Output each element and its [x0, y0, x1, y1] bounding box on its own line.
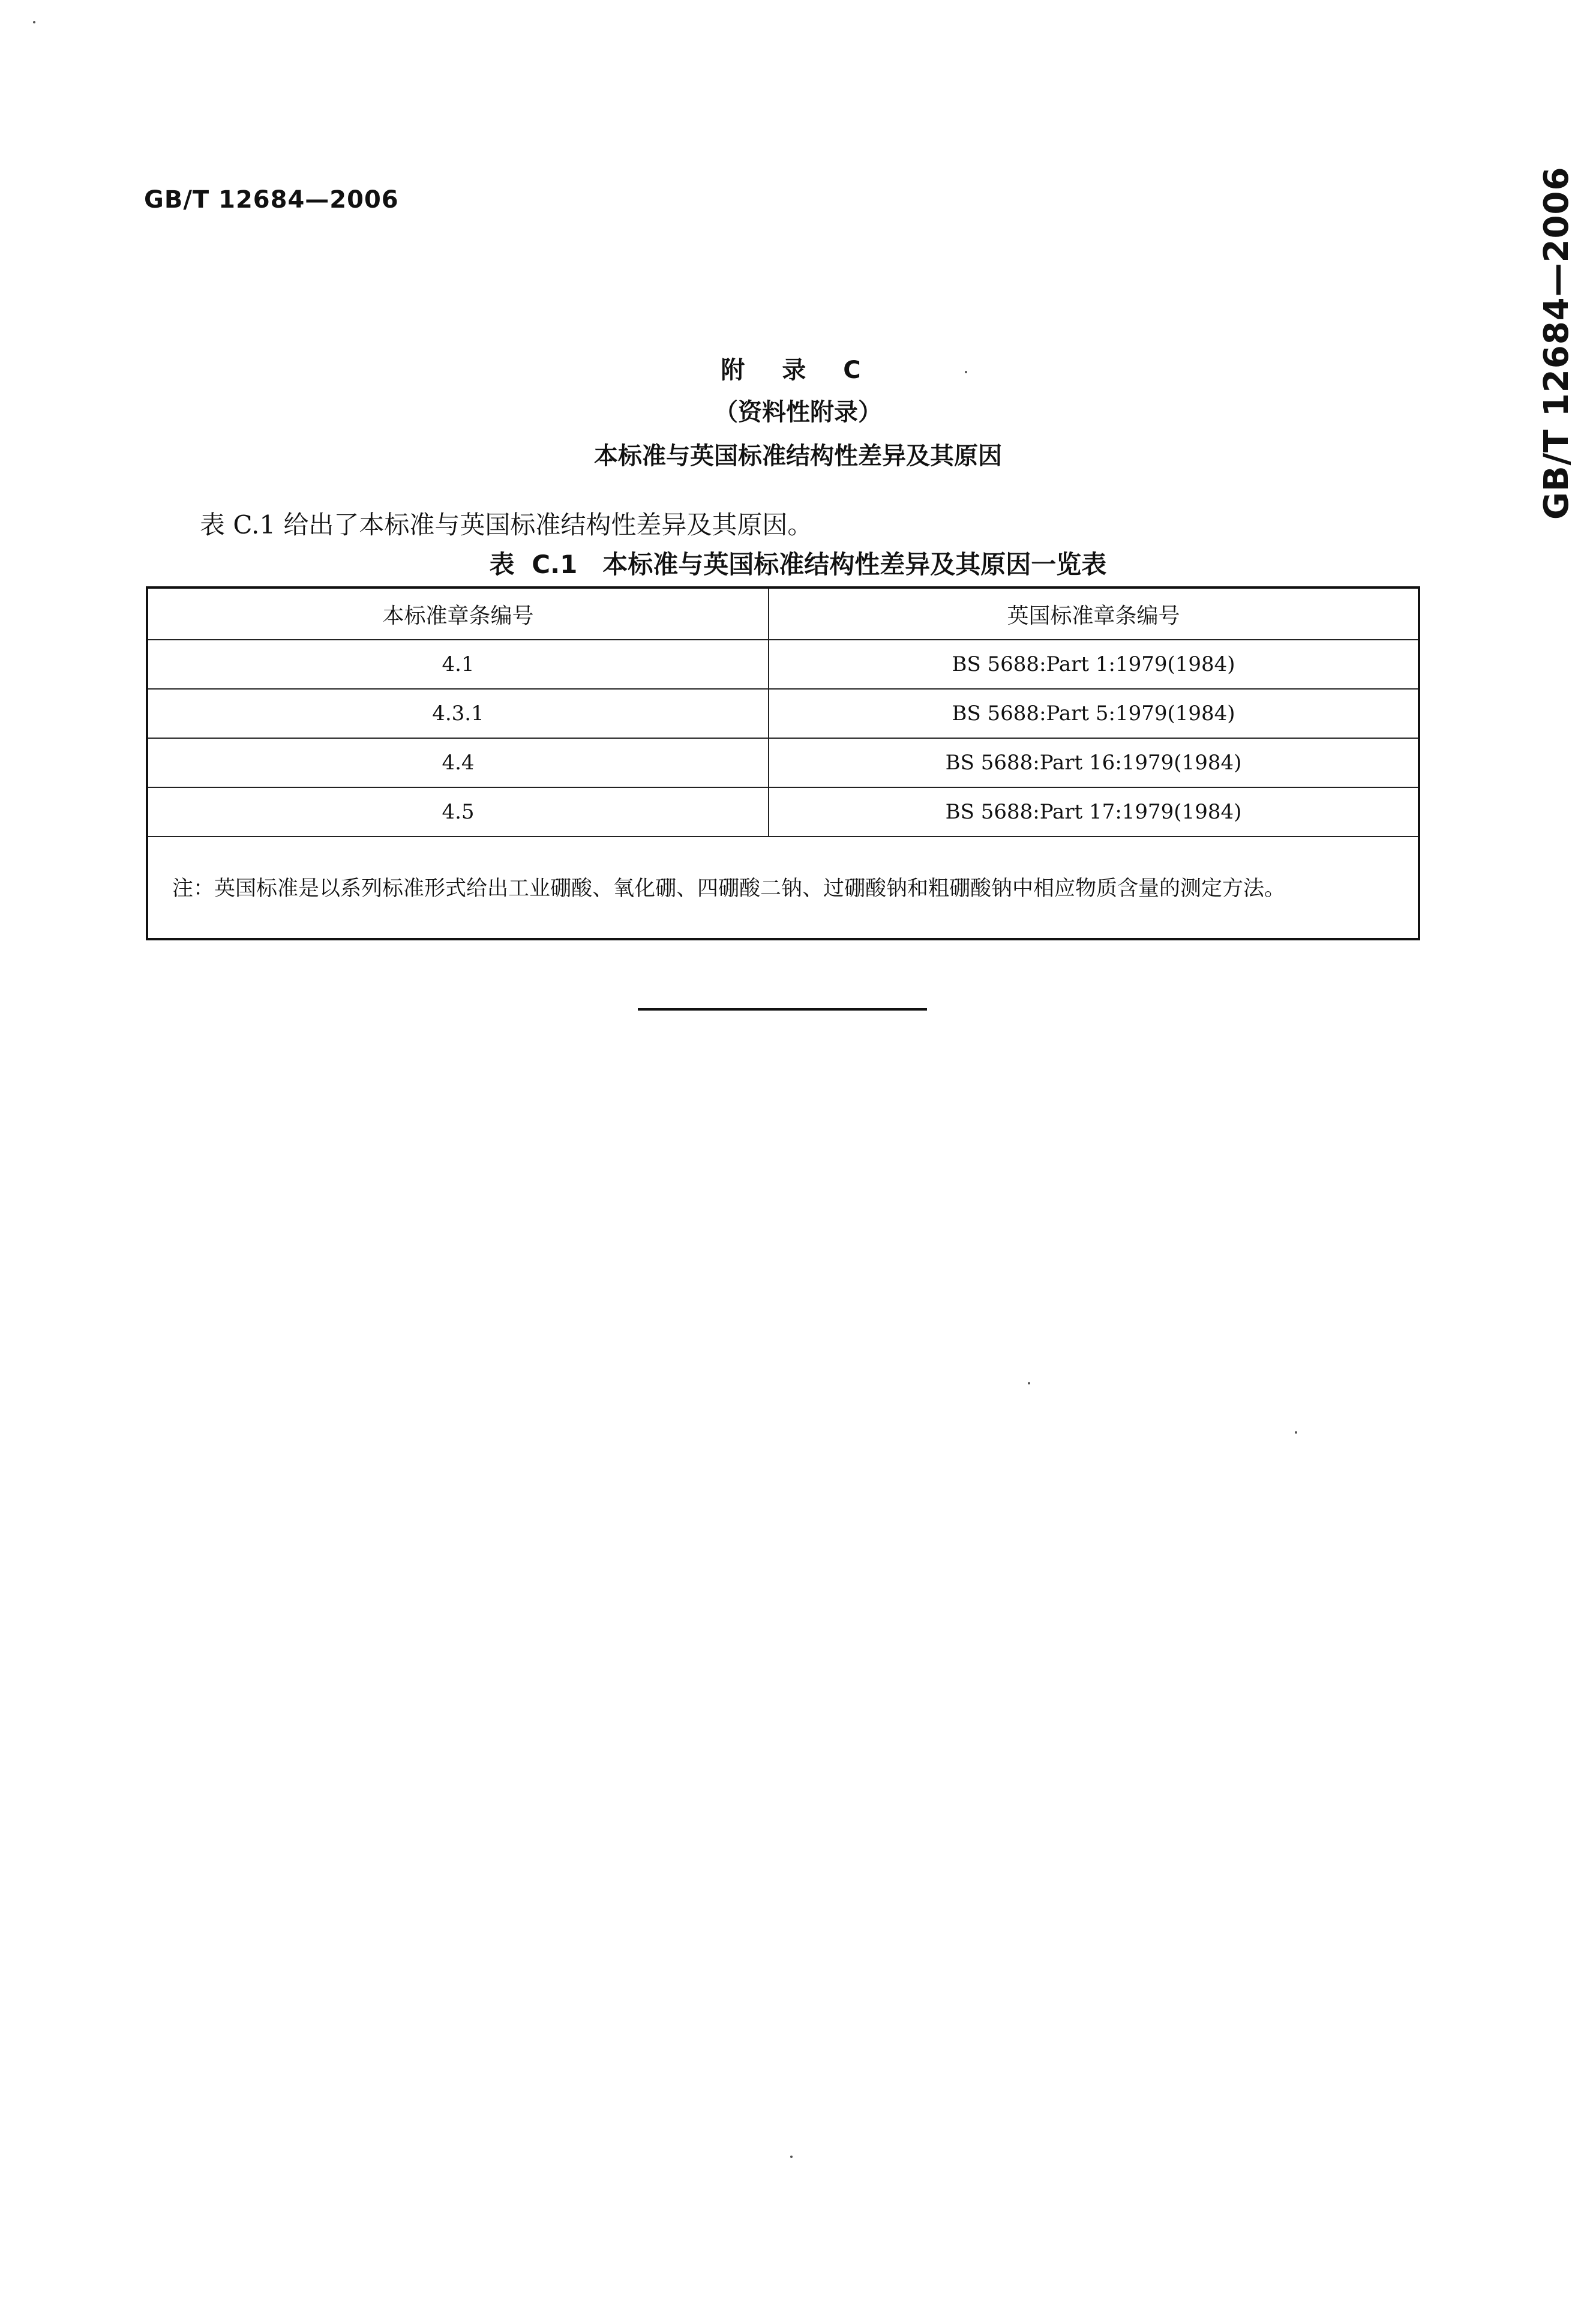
- intro-paragraph: 表 C.1 给出了本标准与英国标准结构性差异及其原因。: [200, 510, 813, 539]
- clause-number: 4.1: [147, 640, 769, 689]
- scan-speck: [1295, 1431, 1297, 1434]
- end-rule: [638, 1008, 927, 1011]
- bs-clause: BS 5688:Part 17:1979(1984): [769, 787, 1419, 837]
- clause-number: 4.4: [147, 738, 769, 787]
- scan-speck: [965, 371, 967, 373]
- bs-clause: BS 5688:Part 1:1979(1984): [769, 640, 1419, 689]
- appendix-title: 本标准与英国标准结构性差异及其原因: [594, 442, 1002, 470]
- bs-clause: BS 5688:Part 16:1979(1984): [769, 738, 1419, 787]
- table-row: [147, 787, 1419, 837]
- clause-number: 4.5: [147, 787, 769, 837]
- comparison-table: [146, 586, 1420, 940]
- header-british-standard: 英国标准章条编号: [769, 588, 1419, 640]
- table-caption: 表 C.1 本标准与英国标准结构性差异及其原因一览表: [489, 550, 1107, 579]
- clause-number: 4.3.1: [147, 689, 769, 738]
- table-row: [147, 738, 1419, 787]
- bs-clause: BS 5688:Part 5:1979(1984): [769, 689, 1419, 738]
- appendix-note: （资料性附录）: [714, 398, 882, 426]
- scan-speck: [790, 2156, 793, 2158]
- table-row: [147, 640, 1419, 689]
- table-header-row: [147, 588, 1419, 640]
- table-row: [147, 689, 1419, 738]
- appendix-label: 附 录 C: [721, 356, 875, 384]
- side-document-code: GB/T 12684—2006: [1537, 166, 1576, 520]
- table-note-row: [147, 837, 1419, 939]
- document-code: GB/T 12684—2006: [144, 186, 399, 214]
- scan-speck: [1028, 1382, 1030, 1384]
- table-note: 注：英国标准是以系列标准形式给出工业硼酸、氧化硼、四硼酸二钠、过硼酸钠和粗硼酸钠中相应物质含量的测定方法。: [147, 837, 1419, 939]
- scan-speck: [33, 21, 35, 23]
- header-this-standard: 本标准章条编号: [147, 588, 769, 640]
